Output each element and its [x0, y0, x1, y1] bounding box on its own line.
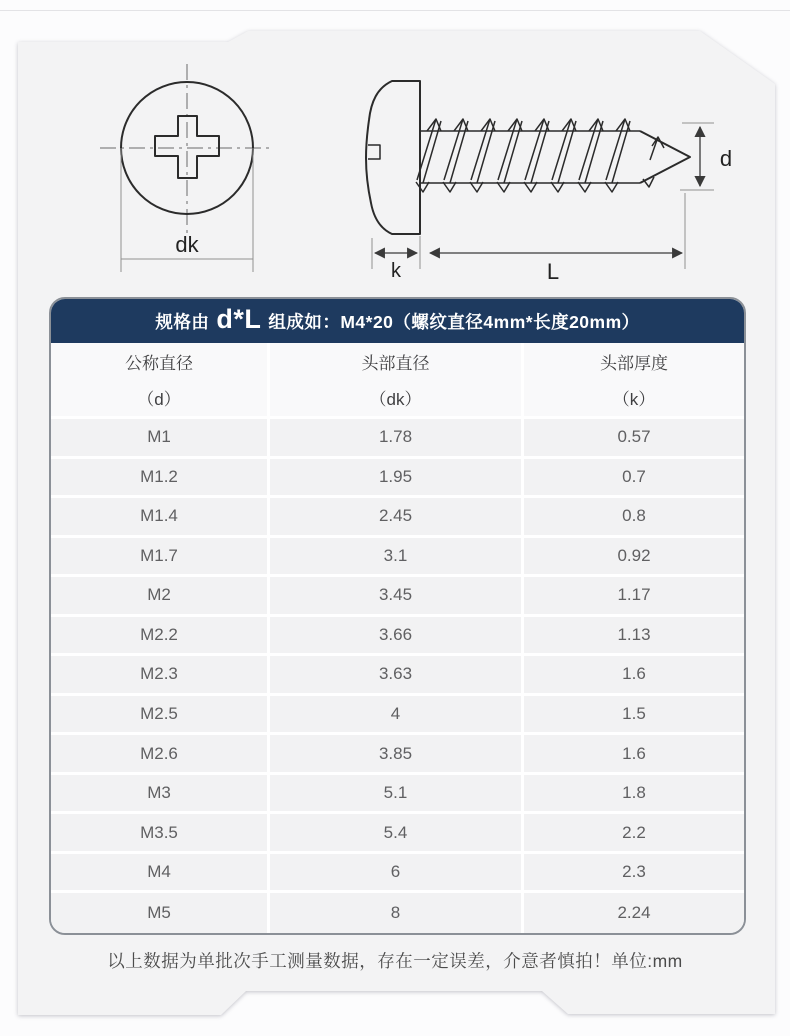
table-title-bar [51, 299, 744, 343]
table-cell: 2.24 [524, 893, 744, 933]
table-cell: 4 [270, 696, 524, 733]
table-cell: 3.63 [270, 656, 524, 693]
screw-side-view [366, 81, 732, 284]
table-cell: 1.6 [524, 656, 744, 693]
title-formula: d*L [216, 304, 262, 334]
table-cell: M2.5 [51, 696, 270, 733]
column-symbol: （dk） [369, 390, 422, 409]
screw-front-view [100, 64, 274, 272]
table-cell: M2.6 [51, 735, 270, 772]
table-cell: 2.3 [524, 854, 744, 891]
table-cell: 1.78 [270, 419, 524, 456]
table-cell: 2.45 [270, 498, 524, 535]
column-name: 头部直径 [361, 354, 430, 373]
table-cell: 3.1 [270, 538, 524, 575]
screw-tip [640, 131, 690, 183]
table-cell: M1.4 [51, 498, 270, 535]
column-header-k [524, 343, 744, 416]
table-cell: 1.5 [524, 696, 744, 733]
table-cell: 0.57 [524, 419, 744, 456]
footnote: 以上数据为单批次手工测量数据，存在一定误差，介意者慎拍！单位:mm [107, 951, 683, 971]
l-dimension-label: L [546, 259, 560, 284]
table-cell: 3.66 [270, 617, 524, 654]
column-name: 头部厚度 [600, 354, 668, 373]
thread-crests-top [427, 119, 630, 131]
table-row [51, 893, 744, 933]
dk-dimension-label: dk [175, 232, 199, 257]
column-header-dk [270, 343, 524, 416]
column-header-d [51, 343, 270, 416]
table-cell: 1.6 [524, 735, 744, 772]
table-cell: M4 [51, 854, 270, 891]
table-cell: M2.2 [51, 617, 270, 654]
table-row [51, 459, 744, 499]
table-cell: M1.7 [51, 538, 270, 575]
column-symbol: （d） [137, 390, 181, 409]
column-name: 公称直径 [125, 354, 193, 373]
table-cell: M1.2 [51, 459, 270, 496]
spec-table-body [51, 419, 744, 933]
recess-notch [368, 145, 380, 159]
table-column-headers [51, 343, 744, 419]
table-cell: M2 [51, 577, 270, 614]
table-row [51, 419, 744, 459]
k-dimension-label: k [391, 260, 401, 282]
table-cell: M2.3 [51, 656, 270, 693]
table-cell: 1.8 [524, 775, 744, 812]
title-prefix: 规格由 [155, 311, 210, 332]
table-cell: 0.92 [524, 538, 744, 575]
thread-flanks [417, 119, 630, 183]
table-cell: 3.45 [270, 577, 524, 614]
d-dimension-label: d [719, 146, 733, 171]
table-row [51, 538, 744, 578]
table-cell: 5.1 [270, 775, 524, 812]
table-row [51, 814, 744, 854]
table-row [51, 656, 744, 696]
screw-head-profile [366, 81, 420, 234]
table-cell: M3 [51, 775, 270, 812]
table-cell: 8 [270, 893, 524, 933]
title-suffix: 组成如：M4*20（螺纹直径4mm*长度20mm） [268, 311, 640, 332]
screw-technical-drawing [40, 48, 750, 293]
column-symbol: （k） [612, 390, 656, 409]
table-cell: 1.13 [524, 617, 744, 654]
table-row [51, 775, 744, 815]
table-cell: 1.17 [524, 577, 744, 614]
table-cell: M1 [51, 419, 270, 456]
table-row [51, 696, 744, 736]
table-row [51, 498, 744, 538]
spec-table [49, 297, 746, 935]
table-row [51, 617, 744, 657]
table-cell: 6 [270, 854, 524, 891]
table-cell: 5.4 [270, 814, 524, 851]
table-cell: M3.5 [51, 814, 270, 851]
table-cell: 0.7 [524, 459, 744, 496]
table-row [51, 854, 744, 894]
table-row [51, 735, 744, 775]
table-cell: 2.2 [524, 814, 744, 851]
table-cell: 1.95 [270, 459, 524, 496]
table-cell: M5 [51, 893, 270, 933]
table-cell: 3.85 [270, 735, 524, 772]
table-row [51, 577, 744, 617]
table-cell: 0.8 [524, 498, 744, 535]
